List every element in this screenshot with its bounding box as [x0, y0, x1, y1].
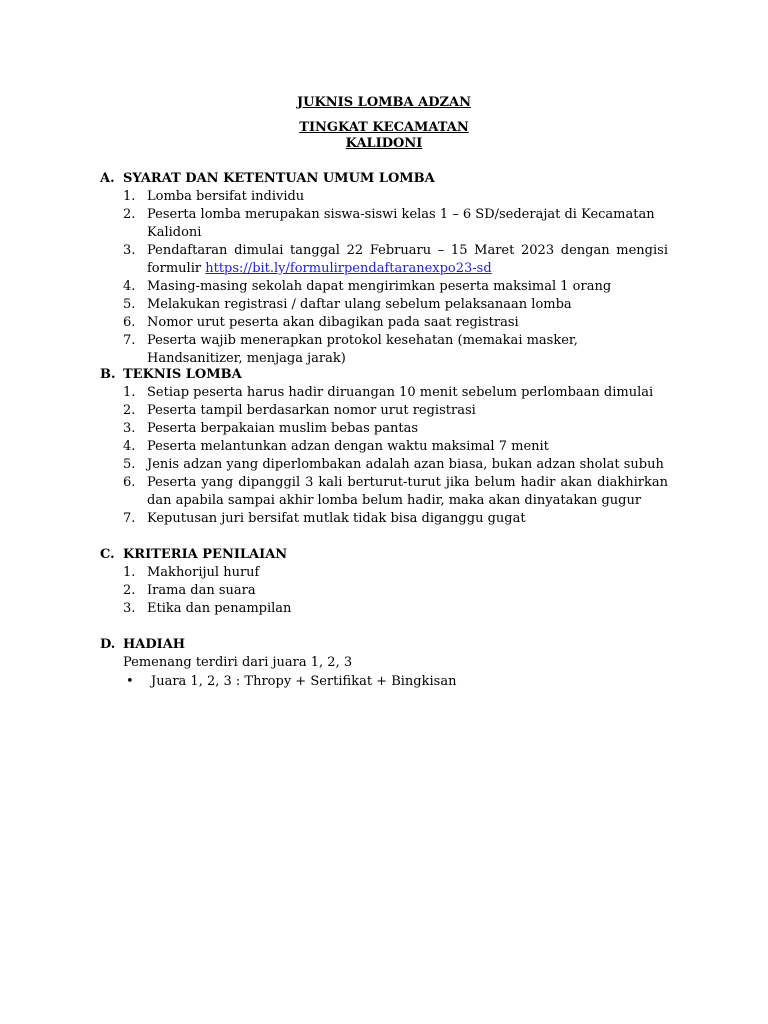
- section-b-heading: [100, 366, 242, 384]
- list-item: 3. Peserta berpakaian muslim bebas pantas: [123, 421, 419, 436]
- title-line-1: JUKNIS LOMBA ADZAN: [297, 95, 471, 110]
- section-c-heading: [100, 546, 287, 564]
- section-d-intro: Pemenang terdiri dari juara 1, 2, 3: [123, 655, 353, 670]
- list-item: 1. Makhorijul huruf: [123, 565, 260, 580]
- section-c-list: [123, 564, 668, 618]
- section-d-heading: [100, 636, 185, 654]
- section-d-bullets: [126, 673, 456, 691]
- section-b-letter: B.: [100, 367, 116, 382]
- registration-form-link[interactable]: https://bit.ly/formulirpendaftaranexpo23-sd: [205, 261, 492, 276]
- title-line-2: TINGKAT KECAMATAN: [299, 120, 469, 135]
- list-item: 2. Peserta lomba merupakan siswa-siswi kelas 1 – 6 SD/sederajat di Kecamatan Kalidoni: [123, 207, 655, 240]
- list-item: 5. Jenis adzan yang diperlombakan adalah azan biasa, bukan adzan sholat subuh: [123, 457, 664, 472]
- section-d-title: HADIAH: [123, 637, 186, 652]
- section-c-title: KRITERIA PENILAIAN: [123, 547, 288, 562]
- section-a-letter: A.: [100, 171, 115, 186]
- section-c-letter: C.: [100, 547, 115, 562]
- title-line-3: KALIDONI: [345, 136, 423, 151]
- list-item: 6. Nomor urut peserta akan dibagikan pada saat registrasi: [123, 315, 519, 330]
- section-a-title: SYARAT DAN KETENTUAN UMUM LOMBA: [123, 171, 435, 186]
- list-item: 3. Pendaftaran dimulai tanggal 22 Februaru – 15 Maret 2023 dengan mengisi formulir https://bit.ly/formulirpendaftaranexpo23-sd: [123, 243, 668, 276]
- list-item: 6. Peserta yang dipanggil 3 kali berturut-turut jika belum hadir akan diakhirkan dan apabila sampai akhir lomba belum hadir, maka akan dinyatakan gugur: [123, 475, 668, 508]
- list-item: 5. Melakukan registrasi / daftar ulang sebelum pelaksanaan lomba: [123, 297, 572, 312]
- list-item: 4. Peserta melantunkan adzan dengan waktu maksimal 7 menit: [123, 439, 549, 454]
- list-item: 1. Setiap peserta harus hadir diruangan 10 menit sebelum perlombaan dimulai: [123, 385, 654, 400]
- document-location: [0, 136, 768, 152]
- section-a-heading: [100, 170, 435, 188]
- list-item: 4. Masing-masing sekolah dapat mengirimkan peserta maksimal 1 orang: [123, 279, 612, 294]
- document-subtitle: [0, 120, 768, 136]
- list-item: 1. Lomba bersifat individu: [123, 189, 305, 204]
- list-item: 7. Keputusan juri bersifat mutlak tidak bisa diganggu gugat: [123, 511, 526, 526]
- section-a-list: [123, 188, 668, 368]
- section-b-title: TEKNIS LOMBA: [123, 367, 242, 382]
- list-item: 2. Irama dan suara: [123, 583, 256, 598]
- bullet-icon: •: [126, 674, 134, 689]
- list-item: 3. Etika dan penampilan: [123, 601, 292, 616]
- list-item: • Juara 1, 2, 3 : Thropy + Sertifikat + Bingkisan: [126, 674, 457, 689]
- section-d-letter: D.: [100, 637, 116, 652]
- document-title: [0, 95, 768, 111]
- section-b-list: [123, 384, 668, 528]
- list-item: 2. Peserta tampil berdasarkan nomor urut registrasi: [123, 403, 476, 418]
- list-item: 7. Peserta wajib menerapkan protokol kesehatan (memakai masker, Handsanitizer, menjaga jarak): [123, 333, 578, 366]
